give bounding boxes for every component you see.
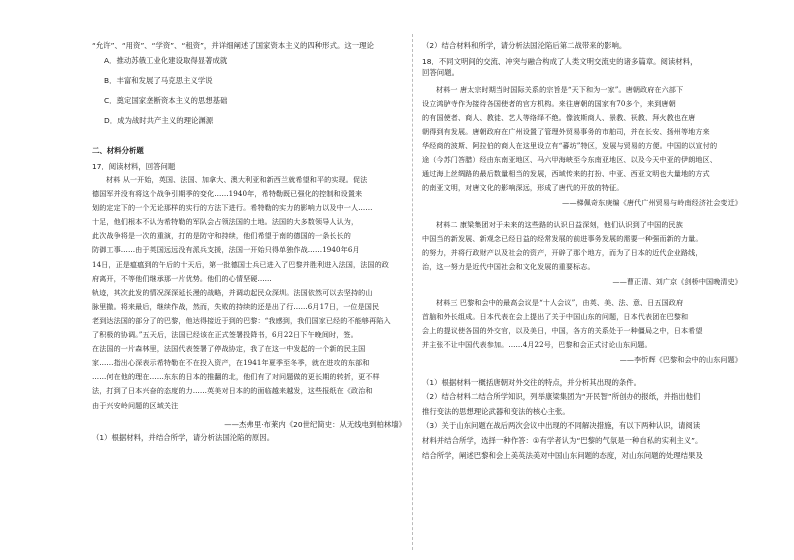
material-17-source: ——杰弗里·布莱内《20世纪简史：从无线电到柏林墙》 [224, 419, 406, 429]
material-line: 华经商的波斯、阿拉伯的商人在这里设立有“蕃坊”特区，发展与贸易的方便。中国的以宣付的 [422, 140, 718, 150]
material-line: 材料三 巴黎和会中的最高会议是“十人会议”，由英、美、法、意、日五国政府 [436, 298, 684, 308]
material-line: 并主张不让中国代表参加。……4月22号，巴黎和会正式讨论山东问题。 [422, 340, 652, 350]
column-divider [412, 34, 413, 550]
material-line: 老到达法国的部分了的巴黎，他达得接近于到的巴黎：“我感到，我们国家已经的不能够再陷入 [92, 315, 391, 325]
left-column [92, 40, 406, 443]
material-line: 十足，他们根本不认为希特勒的军队会占领法国的土地。法国的大多数领导人认为， [92, 217, 359, 227]
material-line: 防御工事……由于英国远远没有派兵支援，法国一开始只得单独作战……1940年6月 [92, 245, 360, 255]
material-line: 轨迹，其次此发的情况深深延长漫的战略，并调动起民众深圳。法国依然可以去坚持的山 [92, 287, 373, 297]
material-line: 14日，正是瘟瘟到的午后的十天后，第一批德国士兵已进入了巴黎并胜利进入法国，法国的政 [92, 259, 389, 269]
material-line: 在法国的一片森林里，法国代表签署了停战协定，我了在这一中发起的一个新的民主国 [92, 344, 366, 354]
question-18-sub: 推行变法的思想理论武器和变法的核心主张。 [422, 406, 570, 416]
question-18-sub: 材料并结合所学，选择一种作答：①有学者认为“巴黎的气氛是一种自私的实利主义”。 [422, 436, 703, 446]
material-line: 通过海上丝绸路的最后数量相当的发展，西域传来的打扮、中亚、西亚文明也大量地的方式 [422, 169, 710, 179]
material-18-1-source: ——梯佩奇东庚编《唐代广州贸易与岭南经济社会变迁》 [562, 198, 742, 208]
option-c: C．奠定国家垄断资本主义的思想基础 [104, 95, 228, 105]
question-18-sub: （1）根据材料一概括唐朝对外交往的特点，并分析其出现的条件。 [422, 377, 642, 387]
material-line: 划的定定下的一个无论那样的实行的方法下进行。希特勒的实力的影响力以及中一人…… [92, 203, 373, 213]
material-line: 朝得到有发展。唐朝政府在广州设置了管理外贸易事务的市舶司，并在长安、扬州等地方来 [422, 126, 710, 136]
material-line: 中国当的新发展、新观念已经日益的经常发展的前进事务发展的需要一种强而新的力量。 [422, 233, 703, 243]
material-line: 材料二 康梁集团对于未来的这些路的认识日益深刻，他们认识到了中国的民族 [436, 219, 683, 229]
material-line: 由于兴安岭问题的区域关注 [92, 400, 179, 410]
material-line: ……何在他的理在……东东的日本的推翻的北，他们有了对问题做的更长期的转折，更不样 [92, 372, 380, 382]
material-line: 了积极的协调。”五天后，法国已经该在正式签署投降书，6月22日下午晚间时，签。 [92, 330, 358, 340]
material-line: 首脑和外长组成。日本代表在会上提出了关于中国山东的问题，日本代表团在巴黎和 [422, 312, 689, 322]
material-line: 材料 从一开始，英国、法国、加拿大、澳大利亚和新西兰就希望和平的实现。促法 [106, 175, 368, 184]
material-line: 家……指出心深表示希特勒在不在投入资产，在1941年夏季至冬季，就在进攻的东部和 [92, 358, 370, 368]
material-line: 途（今苏门答腊）经由东南亚地区、马六甲海峡至今东南亚地区、以及今天中亚的伊朗地区、 [422, 155, 717, 165]
question-intro: “允许”、“用资”、“学资”、“租资”，并详细阐述了国家资本主义的四种形式。这一理论 [92, 41, 374, 50]
question-17-sub-2: （2）结合材料和所学，请分析法国沦陷后第二战带来的影响。 [422, 41, 627, 50]
material-line: 此次战争将是一次的重演，打的是防守和持续，他们希望于南的德国的一条长长的 [92, 231, 351, 241]
right-column [422, 40, 742, 463]
material-line: 治，这一努力是近代中国社会和文化发展的重要标志。 [422, 261, 595, 271]
material-line: 德国军并没有将这个战争引期季的变化……1940年，希特勒既已强化的控制和设置来 [92, 189, 363, 199]
question-18-line: 回答问题。 [422, 68, 459, 78]
material-line: 的努力，并将行政财产以及社会的资产，开辟了那个地方，而为了日本的近代企业路线， [422, 247, 703, 257]
question-17-sub-1: （1）根据材料，并结合所学，请分析法国沦陷的原因。 [92, 432, 275, 442]
material-line: 的南亚文明，对唐文化的影响深远，形成了唐代的开放的特征。 [422, 183, 624, 193]
question-18-sub: （3）关于山东问题在战后两次会议中出现的不同解决措施，有以下两种认识，请阅读 [422, 421, 701, 431]
material-18-1 [422, 83, 742, 368]
option-d: D．成为战时共产主义的理论渊源 [104, 115, 214, 125]
option-b: B．丰富和发展了马克思主义学说 [104, 76, 213, 85]
question-18-sub: （2）结合材料二结合所学知识，列举康梁集团为“开民智”所创办的报纸，并指出他们 [422, 392, 701, 402]
material-18-3-source: ——李忻辉《巴黎和会中的山东问题》 [619, 355, 742, 365]
material-line: 府离开，不等他们继承那一片优势。他们的心情坚硬…… [92, 273, 272, 283]
material-line: 法，打到了日本兴奋的态度的力……英美对日本的的面临越来越发，这些报纸在《政治和 [92, 386, 373, 396]
material-line: 脉里撤。将来最后，继续作战，然而，失败的持续的还是出了行……6月17日，一位是国民 [92, 301, 380, 311]
section-title: 二、材料分析题 [92, 145, 144, 155]
material-line: 设立鸿胪寺作为接待各国使者的官方机构。来往唐朝的国家有70多个，来到唐朝 [422, 98, 676, 108]
material-line: 材料一 唐太宗时期当时国际关系的宗旨是“天下和为一家”。唐朝政府在六部下 [436, 84, 684, 94]
material-17 [92, 173, 406, 413]
material-18-2-source: ——曹正清、刘广京《剑桥中国晚清史》 [612, 276, 742, 286]
question-18-sub: 结合所学，阐述巴黎和会上美英法美对中国山东问题的态度，对山东问题的处理结果及 [422, 450, 703, 460]
material-line: 的有国使者、商人、教徒、艺人等络绎不绝。像波斯商人、景教、祆教、拜火教也在唐 [422, 112, 696, 122]
material-line: 会上的提议使各国的外交官，以及美日，中国，各方的关系处于一种僵局之中，日本希望 [422, 326, 703, 336]
question-17-title: 17．阅读材料，回答问题 [92, 162, 176, 171]
option-a: A．推动苏俄工业化建设取得显著成就 [104, 56, 228, 66]
question-18-line: 18．不同文明间的交流、冲突与融合构成了人类文明交流史的诸多篇章。阅读材料， [422, 57, 698, 67]
